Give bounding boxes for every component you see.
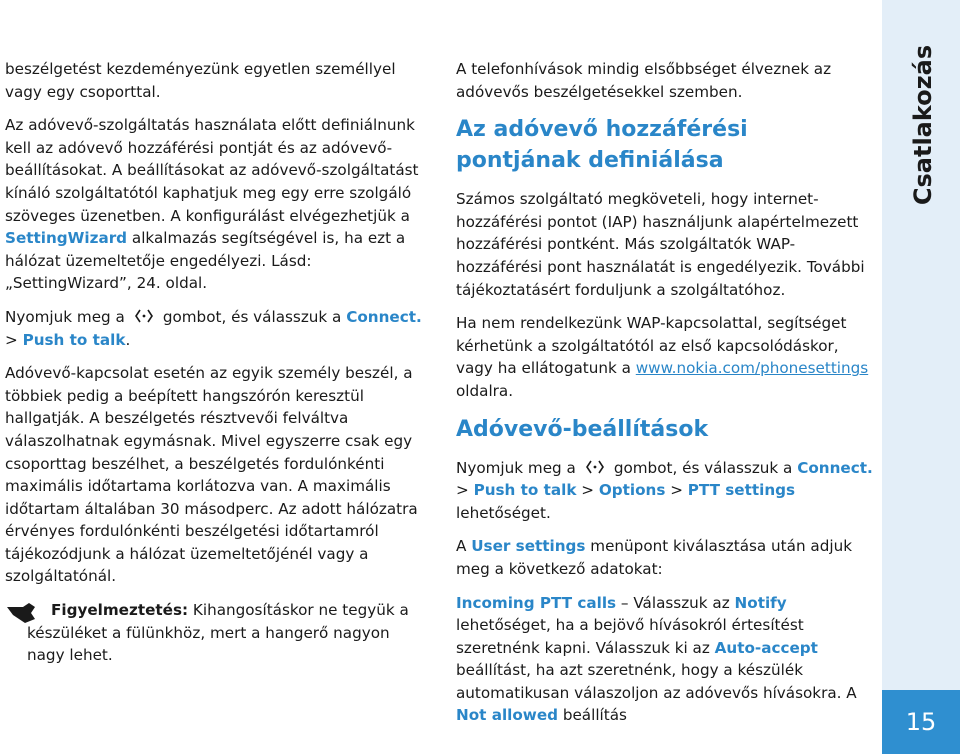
separator: > xyxy=(456,481,474,500)
paragraph-wap xyxy=(456,312,874,402)
paragraph-user-settings xyxy=(456,535,874,580)
chapter-title-text: Csatlakozás xyxy=(909,44,937,206)
text-span: – Válasszuk az xyxy=(616,593,735,612)
paragraph-setup xyxy=(5,114,425,295)
separator: > xyxy=(5,330,23,349)
menu-key-icon xyxy=(131,308,157,324)
page-number-badge: 15 xyxy=(882,690,960,754)
paragraph-intro: beszélgetést kezdeményezünk egyetlen személlyel vagy egy csoporttal. xyxy=(5,60,396,101)
text-span: gombot, és válasszuk a xyxy=(613,458,798,477)
heading-access-point: Az adóvevő hozzáférési pontjának definiálása xyxy=(456,117,748,174)
ptt-settings-menu-item[interactable]: PTT settings xyxy=(687,481,796,500)
left-column xyxy=(5,58,425,678)
text-span: Az adóvevő-szolgáltatás használata előtt definiálnunk kell az adóvevő hozzáférési pontját és az adóvevő-beállításokat. A beállításokat az adóvevő-szolgáltatást kínáló szolgáltatótól kaphatjuk meg egy erre szolgáló szöveges üzenetben. A konfigurálást elvégezhetjük a xyxy=(5,116,419,225)
push-to-talk-menu-item[interactable]: Push to talk xyxy=(473,481,577,500)
separator: > xyxy=(665,481,688,500)
separator: > xyxy=(576,481,599,500)
paragraph-priority: A telefonhívások mindig elsőbbséget élveznek az adóvevős beszélgetésekkel szemben. xyxy=(456,60,832,101)
phonesettings-link[interactable]: www.nokia.com/phonesettings xyxy=(635,359,869,378)
paragraph-incoming-calls xyxy=(456,592,874,728)
text-span: alkalmazás segítségével is, ha ezt a hálózat üzemeltetője engedélyezi. Lásd: „SettingWizard”, 24. oldal. xyxy=(5,229,406,293)
warning-text: Kihangosításkor ne tegyük a készüléket a fülünkhöz, mert a hangerő nagyon nagy lehet. xyxy=(27,601,409,665)
auto-accept-option[interactable]: Auto-accept xyxy=(714,638,818,657)
connect-menu-item[interactable]: Connect. xyxy=(797,458,873,477)
not-allowed-option[interactable]: Not allowed xyxy=(456,706,558,725)
notify-option[interactable]: Notify xyxy=(734,593,787,612)
right-column xyxy=(456,58,874,738)
options-menu-item[interactable]: Options xyxy=(598,481,666,500)
warning-note xyxy=(5,599,425,667)
user-settings-menu-item[interactable]: User settings xyxy=(471,537,586,556)
text-span: lehetőséget. xyxy=(456,503,551,522)
paragraph-ptt-description: Adóvevő-kapcsolat esetén az egyik személy beszél, a többiek pedig a beépített hangszórón keresztül hallgatják. A beszélgetés résztvevői felváltva válaszolhatnak egymásnak. Mivel egyszerre csak egy csoporttag beszélhet, a beszélgetés fordulónkénti maximális időtartama korlátozva van. A maximális időtartam általában 30 másodperc. Az adott hálózatra érvényes fordulónkénti beszélgetési időtartamról tájékozódjunk a hálózat üzemeltetőjénél vagy a szolgáltatónál. xyxy=(5,364,418,586)
warning-hand-icon xyxy=(5,601,39,627)
text-span: A xyxy=(456,537,472,556)
text-span: beállítást, ha azt szeretnénk, hogy a készülék automatikusan válaszoljon az adóvevős hívásokra. A xyxy=(456,661,857,702)
menu-key-icon xyxy=(582,459,608,475)
push-to-talk-menu-item[interactable]: Push to talk xyxy=(22,330,126,349)
text-span: Ha nem rendelkezünk WAP-kapcsolattal, segítséget kérhetünk a szolgáltatótól az első kapcsolódáskor, vagy ha ellátogatunk a xyxy=(456,314,847,378)
paragraph-connect-instruction xyxy=(5,306,425,351)
text-span: Nyomjuk meg a xyxy=(5,307,125,326)
warning-label: Figyelmeztetés: xyxy=(51,601,189,620)
text-span: menüpont kiválasztása után adjuk meg a következő adatokat: xyxy=(456,537,852,578)
connect-menu-item[interactable]: Connect. xyxy=(346,307,422,326)
settingwizard-link[interactable]: SettingWizard xyxy=(5,229,128,248)
heading-ptt-settings: Adóvevő-beállítások xyxy=(456,416,709,442)
text-span: gombot, és válasszuk a xyxy=(162,307,347,326)
text-span: beállítás xyxy=(558,706,627,725)
text-span: lehetőséget, ha a bejövő hívásokról értesítést szeretnénk kapni. Válasszuk ki az xyxy=(456,616,804,657)
text-span: . xyxy=(125,330,131,349)
text-span: Nyomjuk meg a xyxy=(456,458,576,477)
incoming-ptt-calls-option[interactable]: Incoming PTT calls xyxy=(456,593,617,612)
paragraph-iap: Számos szolgáltató megköveteli, hogy internet-hozzáférési pontot (IAP) használjunk alapértelmezett hozzáférési pontként. Más szolgáltatók WAP-hozzáférési pont használatát is engedélyezik. További tájékoztatásért forduljunk a szolgáltatóhoz. xyxy=(456,190,865,299)
paragraph-settings-instruction xyxy=(456,457,874,525)
chapter-title xyxy=(906,44,940,206)
text-span: oldalra. xyxy=(456,381,514,400)
